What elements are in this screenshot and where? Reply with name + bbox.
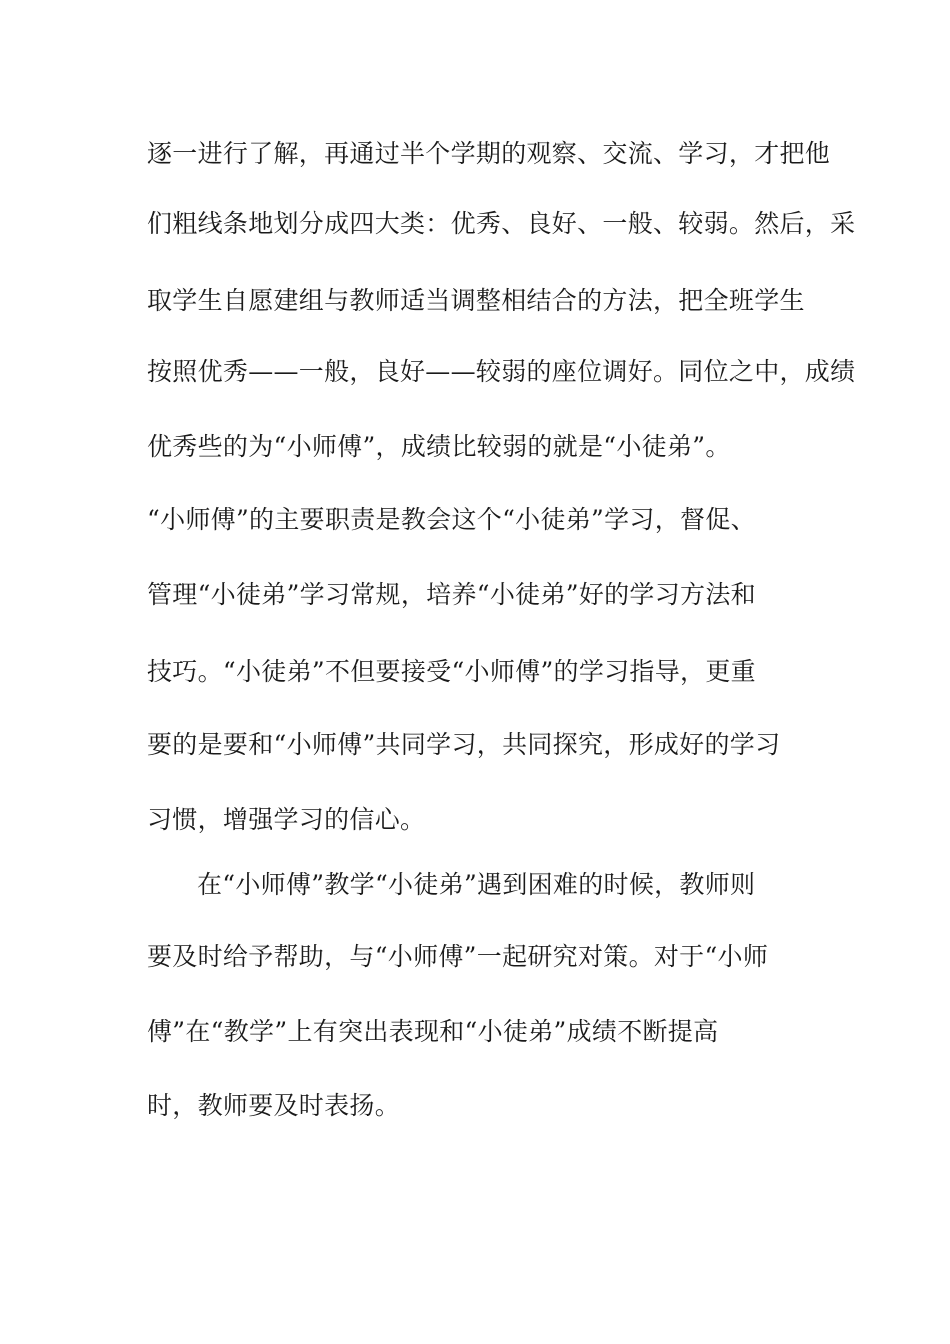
text-line-14: 时，教师要及时表扬。 [147,1091,401,1120]
text-line-12: 要及时给予帮助，与“小师傅”一起研究对策。对于“小师 [147,942,769,971]
text-line-1: 逐一进行了解，再通过半个学期的观察、交流、学习，才把他 [147,139,831,168]
text-line-7: 管理“小徒弟”学习常规，培养“小徒弟”好的学习方法和 [147,580,756,609]
text-line-3: 取学生自愿建组与教师适当调整相结合的方法，把全班学生 [147,286,805,315]
text-line-2: 们粗线条地划分成四大类：优秀、良好、一般、较弱。然后，采 [147,209,856,238]
text-line-11: 在“小师傅”教学“小徒弟”遇到困难的时候，教师则 [197,870,756,899]
text-line-9: 要的是要和“小师傅”共同学习，共同探究，形成好的学习 [147,730,781,759]
text-line-4: 按照优秀——一般，良好——较弱的座位调好。同位之中，成绩 [147,357,856,386]
text-line-10: 习惯，增强学习的信心。 [147,805,426,834]
text-line-8: 技巧。“小徒弟”不但要接受“小师傅”的学习指导，更重 [147,657,756,686]
text-line-6: “小师傅”的主要职责是教会这个“小徒弟”学习，督促、 [147,505,756,534]
text-line-13: 傅”在“教学”上有突出表现和“小徒弟”成绩不断提高 [147,1017,719,1046]
text-line-5: 优秀些的为“小师傅”，成绩比较弱的就是“小徒弟”。 [147,432,731,461]
